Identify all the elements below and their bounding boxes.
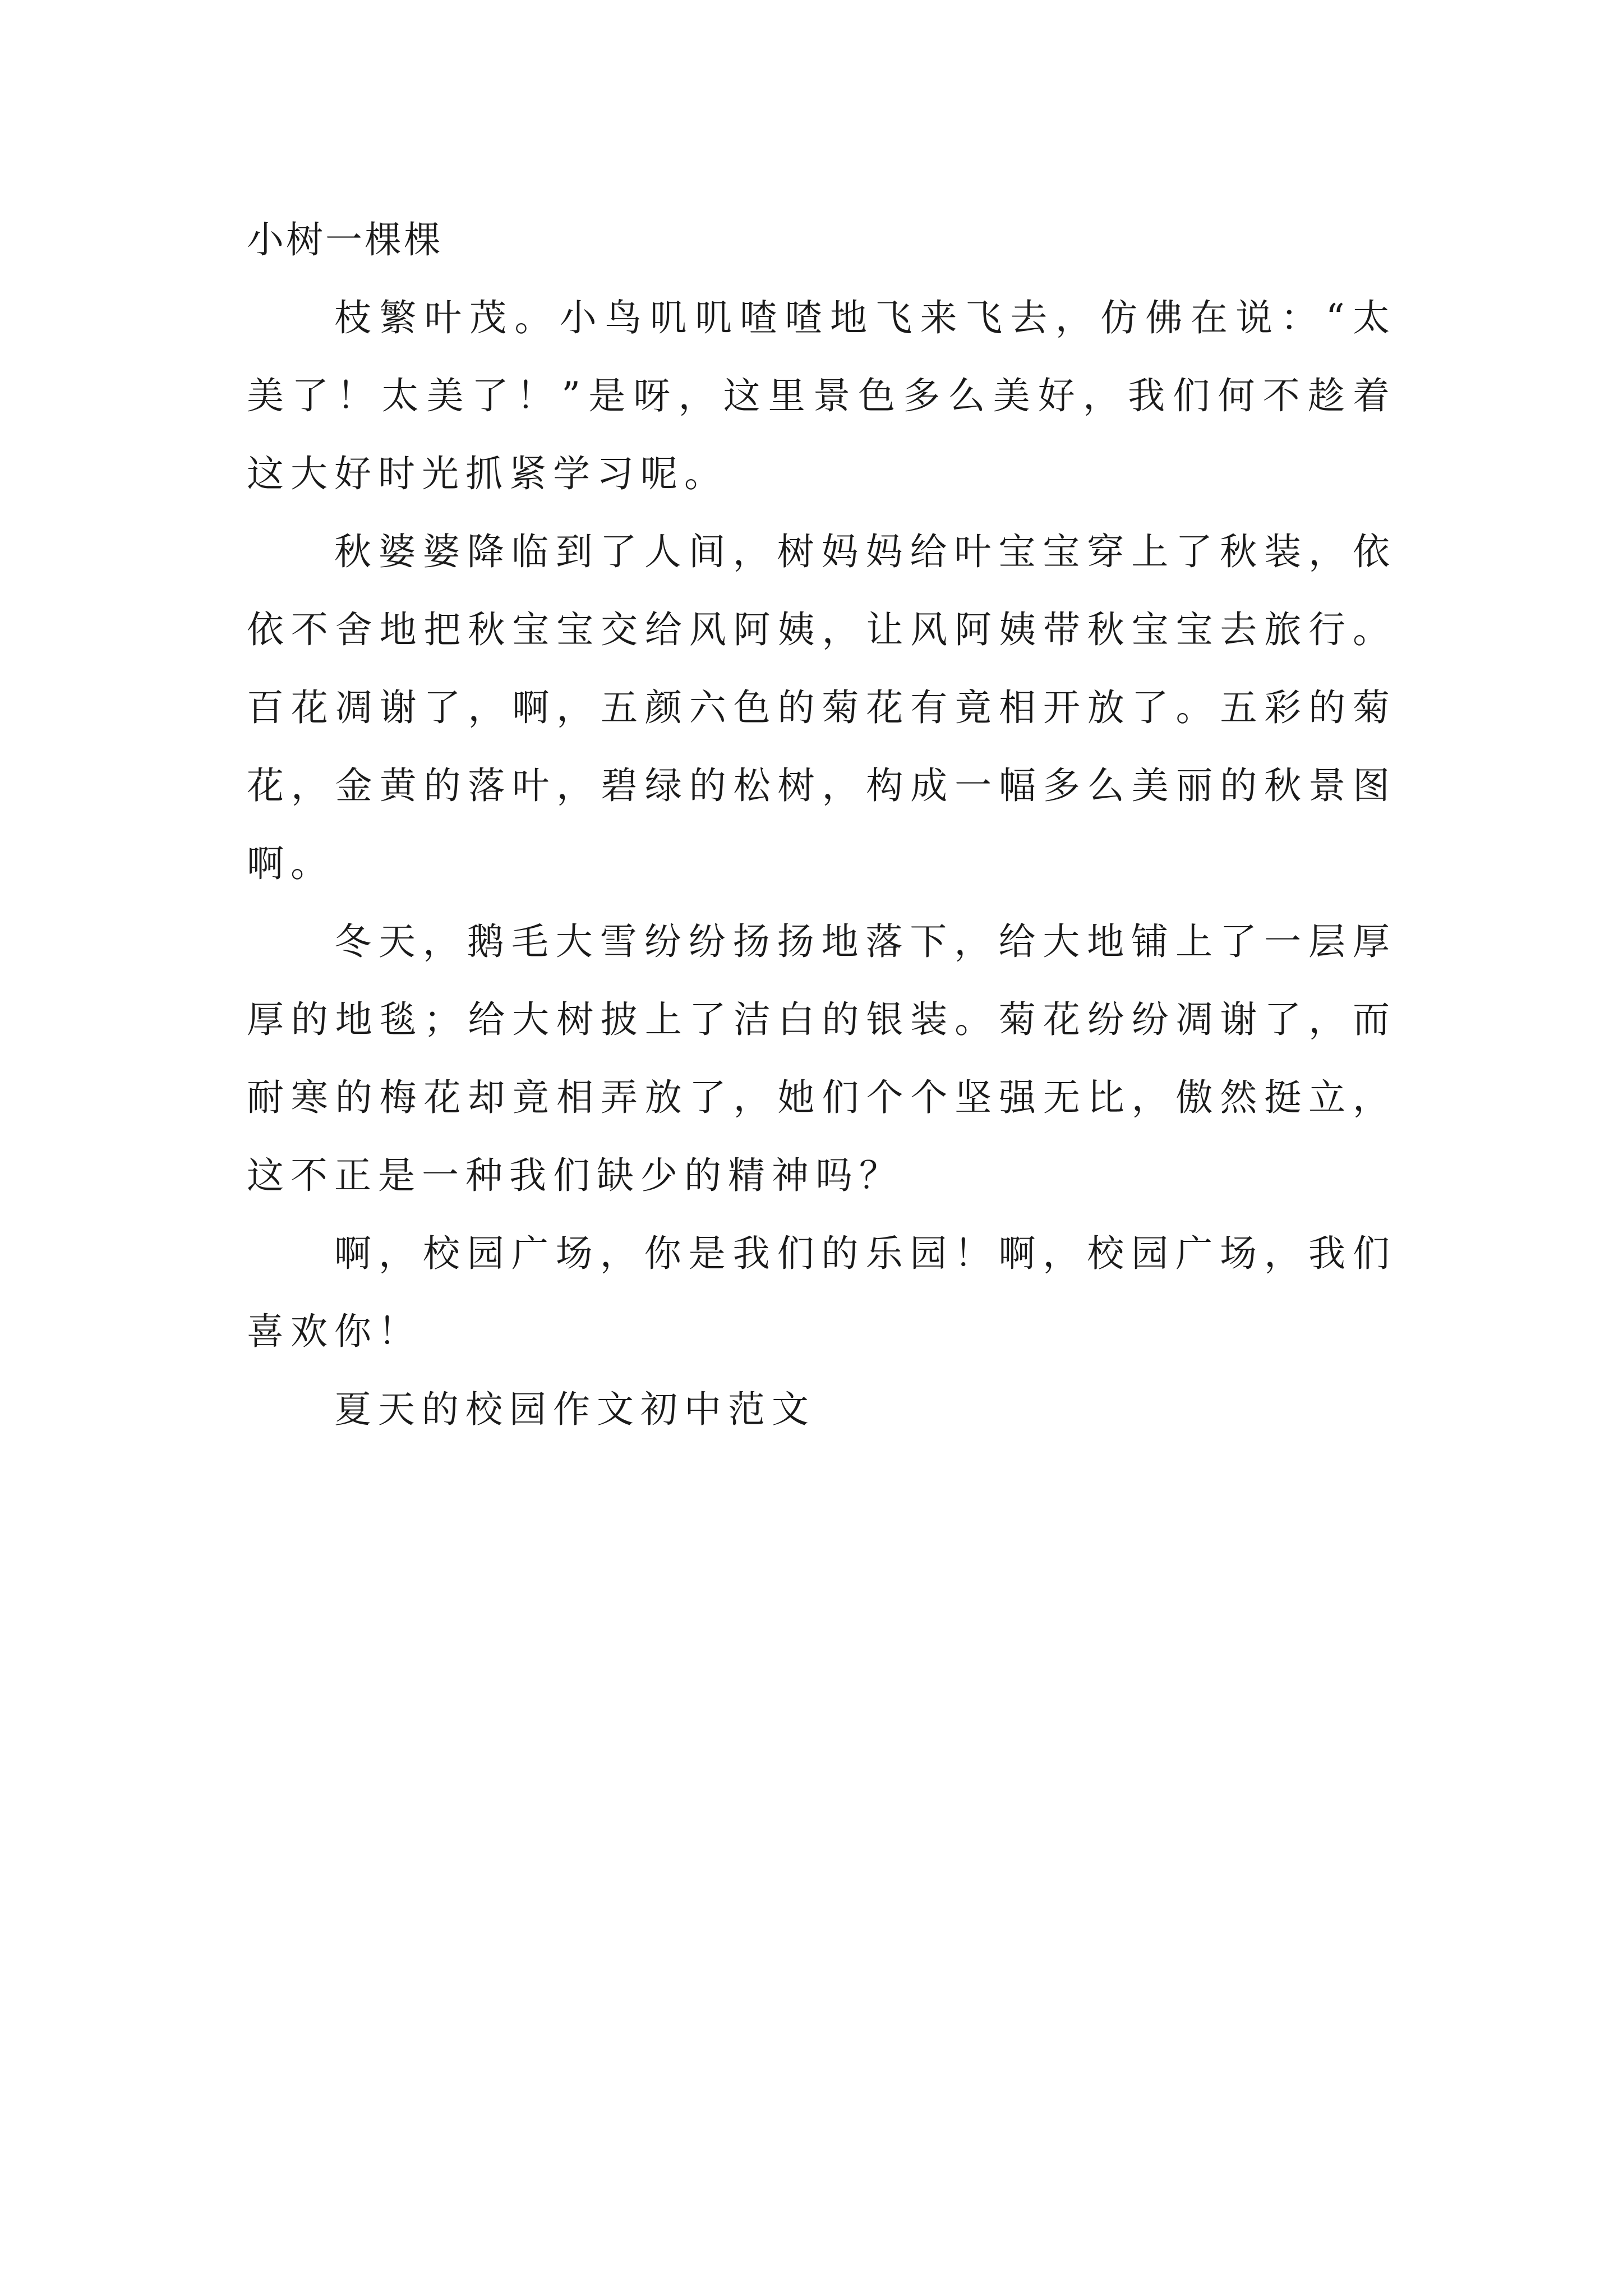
document-body — [247, 201, 1396, 1448]
paragraph-1: 枝繁叶茂。小鸟叽叽喳喳地飞来飞去，仿佛在说：“太美了！太美了！”是呀，这里景色多么美好，我们何不趁着这大好时光抓紧学习呢。 — [247, 296, 1396, 495]
paragraph-2: 秋婆婆降临到了人间，树妈妈给叶宝宝穿上了秋装，依依不舍地把秋宝宝交给风阿姨，让风阿姨带秋宝宝去旅行。百花凋谢了，啊，五颜六色的菊花有竟相开放了。五彩的菊花，金黄的落叶，碧绿的松树，构成一幅多么美丽的秋景图啊。 — [247, 530, 1396, 885]
closing-title: 夏天的校园作文初中范文 — [334, 1388, 815, 1431]
paragraph-4: 啊，校园广场，你是我们的乐园！啊，校园广场，我们喜欢你！ — [247, 1232, 1396, 1353]
paragraph-3: 冬天，鹅毛大雪纷纷扬扬地落下，给大地铺上了一层厚厚的地毯；给大树披上了洁白的银装。菊花纷纷凋谢了，而耐寒的梅花却竟相弄放了，她们个个坚强无比，傲然挺立，这不正是一种我们缺少的精神吗？ — [247, 920, 1396, 1197]
heading-line: 小树一棵棵 — [247, 218, 443, 261]
